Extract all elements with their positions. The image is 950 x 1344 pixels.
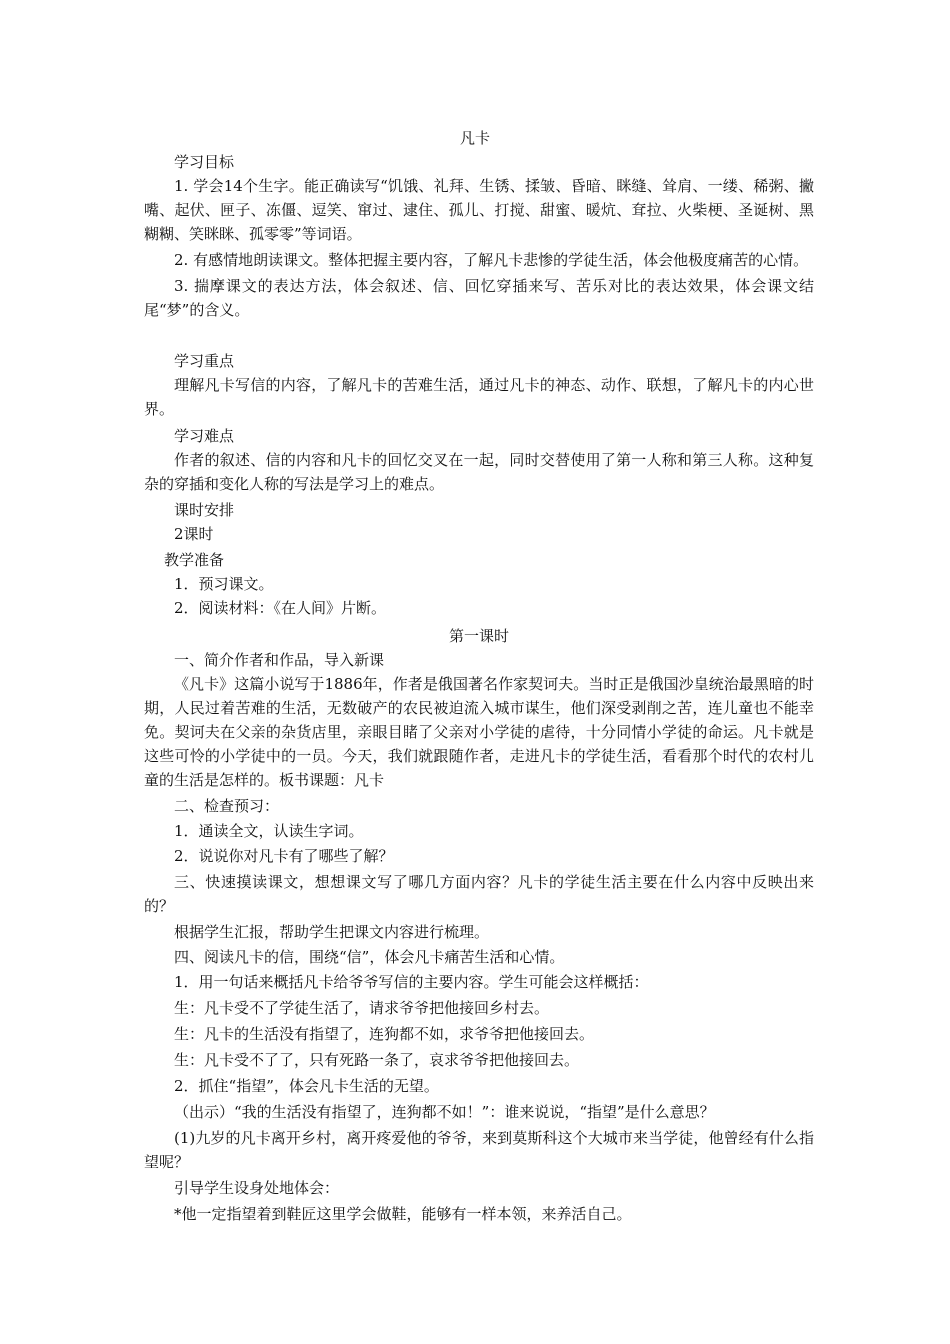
lesson-one-heading: 第一课时	[448, 627, 509, 645]
step-one-heading: 一、简介作者和作品，导入新课	[174, 651, 385, 669]
difficulty-heading: 学习难点	[174, 427, 235, 445]
student-answer-1: 生：凡卡受不了学徒生活了，请求爷爷把他接回乡村去。	[174, 999, 550, 1017]
focus-text: 理解凡卡写信的内容，了解凡卡的苦难生活，通过凡卡的神态、动作、联想，了解凡卡的内心世界。	[144, 376, 814, 418]
step-three-text: 三、快速摸读课文，想想课文写了哪几方面内容？凡卡的学徒生活主要在什么内容中反映出来的？	[144, 873, 814, 915]
difficulty-section	[144, 424, 814, 496]
step-three-note: 根据学生汇报，帮助学生把课文内容进行梳理。	[174, 923, 490, 941]
prep-item-2: 2．阅读材料：《在人间》片断。	[174, 599, 387, 617]
difficulty-text: 作者的叙述、信的内容和凡卡的回忆交叉在一起，同时交替使用了第一人称和第三人称。这种复杂的穿插和变化人称的写法是学习上的难点。	[144, 451, 814, 493]
guide-text: 引导学生设身处地体会：	[174, 1179, 340, 1197]
page-title: 凡卡	[459, 129, 490, 147]
student-answer-3: 生：凡卡受不了了，只有死路一条了，哀求爷爷把他接回去。	[174, 1051, 580, 1069]
lesson-one-section	[144, 624, 814, 1226]
goal-item-3: 3. 揣摩课文的表达方法，体会叙述、信、回忆穿插来写、苦乐对比的表达效果，体会课文结尾“梦”的含义。	[144, 277, 814, 319]
step-two-heading: 二、检查预习：	[174, 797, 280, 815]
prep-section	[144, 548, 814, 620]
step-two-item-2: 2．说说你对凡卡有了哪些了解？	[174, 847, 394, 865]
prep-heading: 教学准备	[164, 551, 225, 569]
schedule-text: 2课时	[174, 525, 214, 543]
question-one-text: (1)九岁的凡卡离开乡村，离开疼爱他的爷爷，来到莫斯科这个大城市来当学徒，他曾经有什么指望呢？	[144, 1129, 814, 1171]
step-one-text: 《凡卡》这篇小说写于1886年，作者是俄国著名作家契诃夫。当时正是俄国沙皇统治最黑暗的时期，人民过着苦难的生活，无数破产的农民被迫流入城市谋生，他们深受剥削之苦，连儿童也不能幸免。契诃夫在父亲的杂货店里，亲眼目睹了父亲对小学徒的虐待，十分同情小学徒的命运。凡卡就是这些可怜的小学徒中的一员。今天，我们就跟随作者，走进凡卡的学徒生活，看看那个时代的农村儿童的生活是怎样的。板书课题：凡卡	[144, 675, 814, 789]
focus-section	[144, 349, 814, 421]
step-two-item-1: 1．通读全文，认读生字词。	[174, 822, 364, 840]
schedule-heading: 课时安排	[174, 501, 235, 519]
goal-item-1: 1. 学会14个生字。能正确读写“饥饿、礼拜、生锈、揉皱、昏暗、眯缝、耸肩、一缕、稀粥、撇嘴、起伏、匣子、冻僵、逗笑、窜过、逮住、孤儿、打搅、甜蜜、暖炕、耷拉、火柴梗、圣诞树、黑糊糊、笑眯眯、孤零零”等词语。	[144, 177, 814, 243]
goals-section	[144, 150, 814, 322]
show-text: （出示）“我的生活没有指望了，连狗都不如！”：谁来说说，“指望”是什么意思？	[174, 1103, 715, 1121]
goals-heading: 学习目标	[174, 153, 235, 171]
goal-item-2: 2. 有感情地朗读课文。整体把握主要内容，了解凡卡悲惨的学徒生活，体会他极度痛苦的心情。	[174, 251, 809, 269]
step-four-item-2: 2．抓住“指望”，体会凡卡生活的无望。	[174, 1077, 439, 1095]
student-answer-2: 生：凡卡的生活没有指望了，连狗都不如，求爷爷把他接回去。	[174, 1025, 595, 1043]
prep-item-1: 1．预习课文。	[174, 575, 274, 593]
answer-one-text: *他一定指望着到鞋匠这里学会做鞋，能够有一样本领，来养活自己。	[174, 1205, 632, 1223]
step-four-heading: 四、阅读凡卡的信，围绕“信”，体会凡卡痛苦生活和心情。	[174, 948, 565, 966]
schedule-section	[144, 498, 814, 546]
step-four-item-1: 1．用一句话来概括凡卡给爷爷写信的主要内容。学生可能会这样概括：	[174, 973, 649, 991]
focus-heading: 学习重点	[174, 352, 235, 370]
